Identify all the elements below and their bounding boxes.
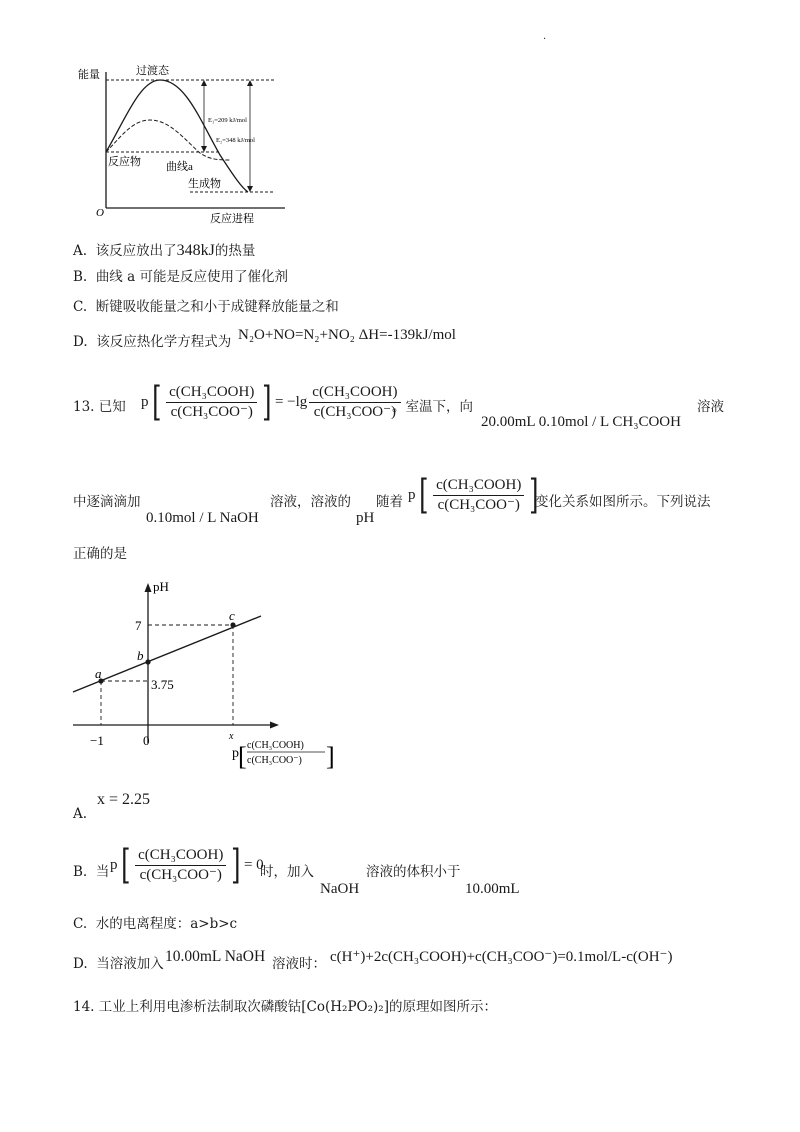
q12-option-d: D. 该反应热化学方程式为 bbox=[73, 334, 232, 350]
e1-label: E₁=209 kJ/mol bbox=[208, 117, 247, 124]
q13-line2-a: 中逐滴滴加 bbox=[73, 494, 141, 510]
label-x: x bbox=[229, 731, 234, 742]
x-axis-num: c(CH₃COOH) bbox=[247, 740, 304, 751]
main-curve bbox=[106, 80, 248, 192]
ts-label: 过渡态 bbox=[136, 65, 169, 77]
q13-option-d-equation: c(H⁺)+2c(CH₃COOH)+c(CH₃COO⁻)=0.1mol/L-c(OH⁻) bbox=[330, 949, 673, 965]
ph-chart bbox=[65, 575, 355, 770]
q13-line2-b: 溶液，溶液的 bbox=[270, 494, 351, 510]
q13-line3: 正确的是 bbox=[73, 546, 127, 562]
q13-stem-tail1: 。室温下，向 bbox=[392, 399, 473, 415]
q13-definition: p [ $\frac{\text{c(CH₃COOH)}}{\text{c(CH₃COO⁻)}}$ ] = −lg $\frac{\text{c(CH₃COOH)}}{\text{c(CH₃COO⁻)}}$ bbox=[141, 382, 403, 422]
curve-a-label: 曲线a bbox=[166, 161, 193, 173]
q13-option-b-lead: B. 当 bbox=[73, 864, 110, 880]
energy-x-label: 反应进程 bbox=[210, 213, 254, 225]
label-a: a bbox=[95, 666, 102, 681]
q13-option-a-letter: A. bbox=[73, 806, 88, 822]
x-axis-bracket-left: [ bbox=[238, 742, 247, 770]
label-zero: 0 bbox=[143, 733, 150, 748]
q12-option-b: B. 曲线 a 可能是反应使用了催化剂 bbox=[73, 269, 288, 285]
q13-line2-p-expr: p [ $\frac{\text{c(CH₃COOH)}}{\text{c(CH₃COO⁻)}}$ ] bbox=[408, 472, 539, 518]
q12-option-d-equation: N₂O+NO=N₂+NO₂ ΔH=-139kJ/mol bbox=[238, 327, 456, 343]
x-axis-den: c(CH₃COO⁻) bbox=[247, 755, 302, 766]
q12-option-a: A. 该反应放出了348kJ的热量 bbox=[73, 242, 256, 259]
q12-option-c: C. 断键吸收能量之和小于成键释放能量之和 bbox=[73, 299, 339, 315]
q13-option-b-text2: 时，加入 bbox=[260, 864, 314, 880]
energy-y-label: 能量 bbox=[78, 69, 100, 81]
ph-y-label: pH bbox=[153, 579, 169, 594]
q13-line2-c: 随着 bbox=[376, 494, 403, 510]
q13-option-d-text2: 溶液时： bbox=[272, 956, 326, 972]
q13-solution1: 20.00mL 0.10mol / L CH₃COOH bbox=[481, 414, 681, 430]
corner-mark: . bbox=[543, 31, 547, 42]
q13-option-b-naoh: NaOH bbox=[320, 881, 360, 897]
point-b bbox=[145, 659, 150, 664]
label-375: 3.75 bbox=[151, 677, 174, 692]
q13-stem-tail2: 溶液 bbox=[697, 399, 724, 415]
products-label: 生成物 bbox=[188, 178, 221, 190]
reactants-label: 反应物 bbox=[108, 156, 141, 168]
q14-stem: 14. 工业上利用电渗析法制取次磷酸钴[Co(H₂PO₂)₂]的原理如图所示： bbox=[73, 999, 497, 1015]
q13-option-c: C. 水的电离程度：a>b>c bbox=[73, 916, 238, 932]
q13-option-b-expr: p [ $\frac{\text{c(CH₃COOH)}}{\text{c(CH₃COO⁻)}}$ ] = 0 bbox=[110, 842, 264, 888]
q13-option-a-math: x = 2.25 bbox=[97, 791, 151, 808]
x-axis-bracket-right: ] bbox=[326, 742, 335, 770]
label-c: c bbox=[229, 608, 235, 623]
e2-label: E₂=348 kJ/mol bbox=[216, 137, 255, 144]
q13-solution2: 0.10mol / L NaOH bbox=[146, 510, 259, 526]
q13-ph: pH bbox=[356, 510, 375, 526]
q13-option-d-naoh: 10.00mL NaOH bbox=[165, 948, 266, 965]
label-7: 7 bbox=[135, 618, 142, 633]
label-minus1: −1 bbox=[90, 733, 104, 748]
q13-option-b-text3: 溶液的体积小于 bbox=[366, 864, 461, 880]
q13-line2-d: 变化关系如图所示。下列说法 bbox=[535, 494, 711, 510]
origin-label: O bbox=[96, 207, 104, 219]
point-c bbox=[230, 622, 235, 627]
q13-number: 13. 已知 bbox=[73, 399, 126, 415]
energy-diagram bbox=[70, 60, 310, 225]
q13-option-d-lead: D. 当溶液加入 bbox=[73, 956, 164, 972]
q13-option-b-vol: 10.00mL bbox=[465, 881, 520, 897]
x-axis-p: p bbox=[232, 746, 239, 761]
label-b: b bbox=[137, 648, 144, 663]
